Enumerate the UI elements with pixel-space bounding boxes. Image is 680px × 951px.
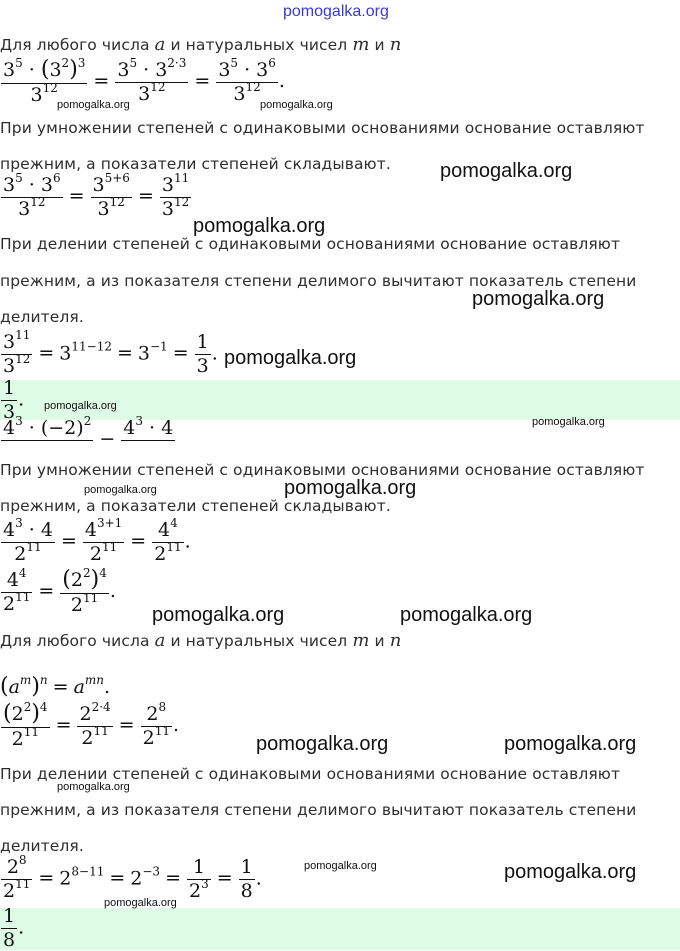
formula-8: $\frac{(2^2)^4}{2^{11}}$ = $\frac{2^{2\cdot 4}}{2^{11}}$ = $\frac{2^8}{2^{11}}$ . bbox=[3, 699, 180, 751]
formula-6: $\frac{4^4}{2^{11}}$ = $\frac{(2^2)^4}{2^{11}}$ . bbox=[3, 565, 116, 617]
watermark: pomogalka.org bbox=[472, 288, 605, 310]
answer-block-2 bbox=[0, 905, 680, 951]
mult-rule-line-1: При умножении степеней с одинаковыми основаниями основание оставляют bbox=[0, 119, 645, 137]
watermark: pomogalka.org bbox=[504, 733, 637, 755]
formula-4: $4^3 \cdot (-2)^2$ − $4^3 \cdot 4$ bbox=[3, 414, 174, 451]
watermark: pomogalka.org bbox=[44, 400, 117, 412]
formula-7: $(a^m)^n = a^{mn}$. bbox=[0, 673, 111, 699]
formula-5: $\frac{4^3 \cdot 4}{2^{11}}$ = $\frac{4^{3+1}}{2^{11}}$ = $\frac{4^4}{2^{11}}$ . bbox=[3, 516, 191, 565]
watermark: pomogalka.org bbox=[304, 860, 377, 872]
var-a: a bbox=[154, 630, 166, 651]
watermark: pomogalka.org bbox=[84, 484, 157, 496]
text-fragment: и натуральных чисел bbox=[170, 36, 348, 54]
text-fragment: Для любого числа bbox=[0, 632, 150, 650]
div-rule-line-1: При делении степеней с одинаковыми основаниями основание оставляют bbox=[0, 235, 621, 253]
answer-value-1: $\frac{1}{3}$ . bbox=[3, 377, 25, 423]
div-rule-line-3: делителя. bbox=[0, 308, 84, 326]
text-line bbox=[0, 630, 401, 651]
text-fragment: Для любого числа bbox=[0, 36, 150, 54]
watermark: pomogalka.org bbox=[193, 215, 326, 237]
text-line bbox=[0, 34, 401, 55]
var-n: n bbox=[389, 34, 402, 55]
text-fragment: и натуральных чисел bbox=[170, 632, 348, 650]
watermark: pomogalka.org bbox=[532, 416, 605, 428]
watermark: pomogalka.org bbox=[256, 733, 389, 755]
div-rule-line-2: прежним, а из показателя степени делимого вычитают показатель степени bbox=[0, 272, 637, 290]
watermark: pomogalka.org bbox=[104, 897, 177, 909]
watermark: pomogalka.org bbox=[284, 477, 417, 499]
formula-3: $\frac{3^{11}}{3^{12}}$ = $3^{11-12} = 3^{-1}$ = $\frac{1}{3}$ . bbox=[3, 328, 218, 377]
formula-1: $\frac{3^5 \cdot (3^2)^3}{3^{12}}$ = $\frac{3^5 \cdot 3^{2\cdot 3}}{3^{12}}$ = $\frac{3^5 \cdot 3^6}{3^{12}}$ . bbox=[3, 55, 285, 107]
div-rule-line-1b: При делении степеней с одинаковыми основаниями основание оставляют bbox=[0, 765, 621, 783]
formula-2: $\frac{3^5 \cdot 3^6}{3^{12}}$ = $\frac{3^{5+6}}{3^{12}}$ = $\frac{3^{11}}{3^{12}}$ bbox=[3, 171, 190, 220]
mult-rule-line-1b: При умножении степеней с одинаковыми основаниями основание оставляют bbox=[0, 461, 645, 479]
watermark: pomogalka.org bbox=[260, 99, 333, 111]
site-header-link[interactable]: pomogalka.org bbox=[283, 3, 389, 20]
watermark: pomogalka.org bbox=[57, 781, 130, 793]
div-rule-line-2b: прежним, а из показателя степени делимого вычитают показатель степени bbox=[0, 801, 637, 819]
mult-rule-line-2: прежним, а показатели степеней складывают. bbox=[0, 155, 391, 173]
var-a: a bbox=[154, 34, 166, 55]
mult-rule-line-2b: прежним, а показатели степеней складывают. bbox=[0, 497, 391, 515]
formula-9: $\frac{2^8}{2^{11}}$ = $2^{8-11} = 2^{-3}$ = $\frac{1}{2^3}$ = $\frac{1}{8}$ . bbox=[3, 853, 262, 902]
var-m: m bbox=[352, 630, 370, 651]
answer-value-2: $\frac{1}{8}$ . bbox=[3, 905, 25, 951]
var-n: n bbox=[389, 630, 402, 651]
div-rule-line-3b: делителя. bbox=[0, 837, 84, 855]
var-m: m bbox=[352, 34, 370, 55]
watermark: pomogalka.org bbox=[440, 160, 573, 182]
text-fragment: и bbox=[374, 632, 385, 650]
watermark: pomogalka.org bbox=[152, 604, 285, 626]
watermark: pomogalka.org bbox=[57, 99, 130, 111]
watermark: pomogalka.org bbox=[400, 604, 533, 626]
text-fragment: и bbox=[374, 36, 385, 54]
watermark: pomogalka.org bbox=[224, 347, 357, 369]
watermark: pomogalka.org bbox=[504, 861, 637, 883]
